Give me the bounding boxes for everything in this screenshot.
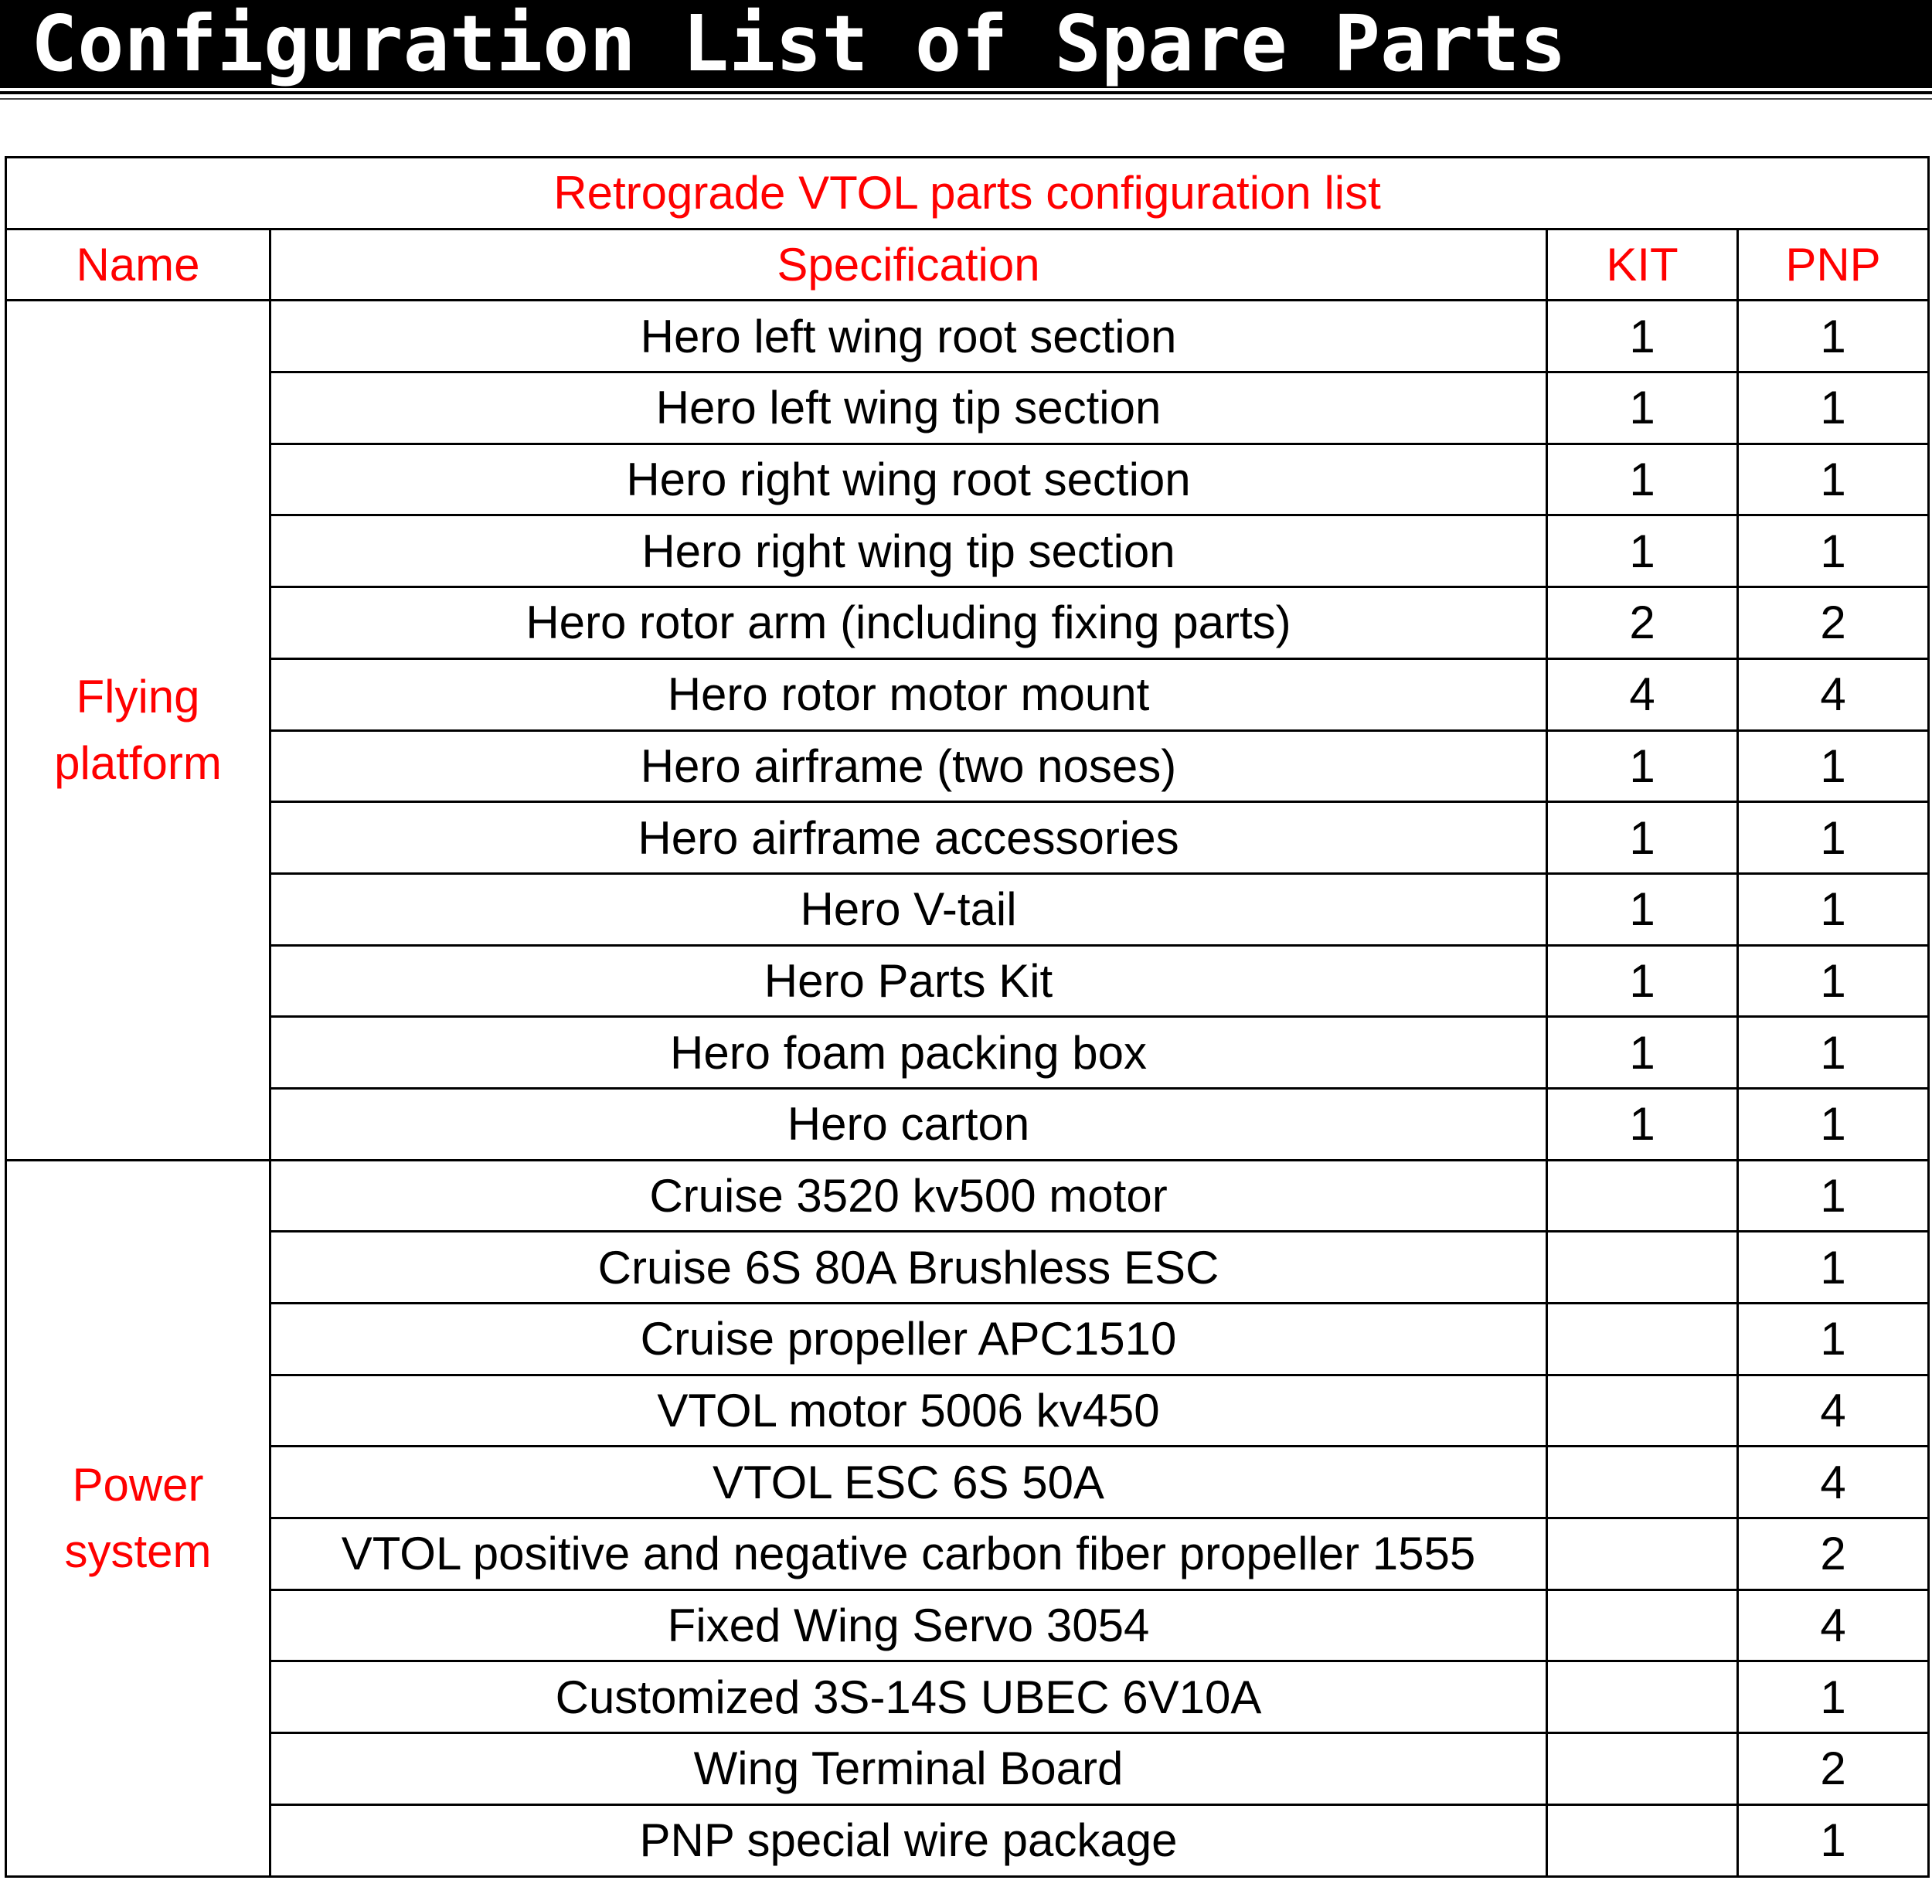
kit-quantity-cell: 1 [1547, 444, 1738, 515]
column-header-specification: Specification [270, 229, 1547, 301]
table-row [6, 1518, 1929, 1590]
title-divider-thin [0, 98, 1932, 100]
pnp-quantity-cell: 1 [1738, 1017, 1929, 1089]
kit-quantity-cell: 1 [1547, 301, 1738, 372]
table-row [6, 658, 1929, 730]
kit-quantity-cell: 1 [1547, 945, 1738, 1017]
table-row [6, 1661, 1929, 1733]
specification-cell: PNP special wire package [270, 1804, 1547, 1876]
pnp-quantity-cell: 4 [1738, 1375, 1929, 1447]
table-row [6, 945, 1929, 1017]
table-row [6, 1447, 1929, 1518]
specification-cell: Hero airframe accessories [270, 802, 1547, 874]
group-name-cell [6, 1160, 270, 1876]
page-title-banner: Configuration List of Spare Parts [0, 0, 1932, 88]
group-name-cell [6, 301, 270, 1160]
specification-cell: Cruise propeller APC1510 [270, 1304, 1547, 1375]
pnp-quantity-cell: 1 [1738, 802, 1929, 874]
table-row [6, 515, 1929, 587]
table-row [6, 1733, 1929, 1805]
parts-configuration-table [5, 156, 1930, 1878]
table-row [6, 1160, 1929, 1232]
table-row [6, 587, 1929, 659]
title-divider [0, 91, 1932, 94]
pnp-quantity-cell: 1 [1738, 873, 1929, 945]
specification-cell: Hero V-tail [270, 873, 1547, 945]
table-row [6, 444, 1929, 515]
table-row [6, 802, 1929, 874]
table-header-row [6, 229, 1929, 301]
specification-cell: Hero carton [270, 1088, 1547, 1160]
pnp-quantity-cell: 2 [1738, 1733, 1929, 1805]
table-row [6, 372, 1929, 444]
column-header-kit: KIT [1547, 229, 1738, 301]
pnp-quantity-cell: 2 [1738, 1518, 1929, 1590]
specification-cell: VTOL ESC 6S 50A [270, 1447, 1547, 1518]
specification-cell: VTOL positive and negative carbon fiber propeller 1555 [270, 1518, 1547, 1590]
group-name-line: system [64, 1525, 212, 1577]
kit-quantity-cell [1547, 1232, 1738, 1304]
pnp-quantity-cell: 4 [1738, 1590, 1929, 1661]
kit-quantity-cell [1547, 1447, 1738, 1518]
pnp-quantity-cell: 1 [1738, 301, 1929, 372]
specification-cell: Hero left wing root section [270, 301, 1547, 372]
table-row [6, 1017, 1929, 1089]
kit-quantity-cell: 1 [1547, 1017, 1738, 1089]
column-header-name: Name [6, 229, 270, 301]
specification-cell: Hero airframe (two noses) [270, 730, 1547, 802]
table-row [6, 1232, 1929, 1304]
pnp-quantity-cell: 1 [1738, 444, 1929, 515]
kit-quantity-cell [1547, 1590, 1738, 1661]
pnp-quantity-cell: 1 [1738, 1232, 1929, 1304]
kit-quantity-cell [1547, 1804, 1738, 1876]
pnp-quantity-cell: 1 [1738, 1304, 1929, 1375]
table-row [6, 873, 1929, 945]
column-header-pnp: PNP [1738, 229, 1929, 301]
pnp-quantity-cell: 4 [1738, 1447, 1929, 1518]
specification-cell: Hero left wing tip section [270, 372, 1547, 444]
specification-cell: Hero rotor motor mount [270, 658, 1547, 730]
kit-quantity-cell: 1 [1547, 515, 1738, 587]
group-name-line: platform [54, 737, 222, 789]
specification-cell: VTOL motor 5006 kv450 [270, 1375, 1547, 1447]
pnp-quantity-cell: 1 [1738, 945, 1929, 1017]
specification-cell: Hero rotor arm (including fixing parts) [270, 587, 1547, 659]
specification-cell: Hero right wing root section [270, 444, 1547, 515]
pnp-quantity-cell: 1 [1738, 1804, 1929, 1876]
pnp-quantity-cell: 4 [1738, 658, 1929, 730]
table-row [6, 1590, 1929, 1661]
table-row [6, 1304, 1929, 1375]
kit-quantity-cell: 1 [1547, 802, 1738, 874]
pnp-quantity-cell: 1 [1738, 515, 1929, 587]
kit-quantity-cell: 4 [1547, 658, 1738, 730]
specification-cell: Cruise 6S 80A Brushless ESC [270, 1232, 1547, 1304]
kit-quantity-cell [1547, 1160, 1738, 1232]
table-row [6, 1375, 1929, 1447]
specification-cell: Hero right wing tip section [270, 515, 1547, 587]
pnp-quantity-cell: 1 [1738, 372, 1929, 444]
table-row [6, 730, 1929, 802]
table-row [6, 301, 1929, 372]
pnp-quantity-cell: 1 [1738, 1661, 1929, 1733]
table-row [6, 1804, 1929, 1876]
pnp-quantity-cell: 2 [1738, 587, 1929, 659]
pnp-quantity-cell: 1 [1738, 730, 1929, 802]
pnp-quantity-cell: 1 [1738, 1160, 1929, 1232]
table-caption: Retrograde VTOL parts configuration list [6, 158, 1929, 230]
kit-quantity-cell: 2 [1547, 587, 1738, 659]
specification-cell: Hero Parts Kit [270, 945, 1547, 1017]
kit-quantity-cell [1547, 1518, 1738, 1590]
kit-quantity-cell [1547, 1304, 1738, 1375]
table-row [6, 1088, 1929, 1160]
kit-quantity-cell [1547, 1375, 1738, 1447]
group-name-line: Flying [76, 671, 200, 722]
kit-quantity-cell [1547, 1661, 1738, 1733]
kit-quantity-cell: 1 [1547, 730, 1738, 802]
table-caption-row [6, 158, 1929, 230]
kit-quantity-cell: 1 [1547, 873, 1738, 945]
specification-cell: Wing Terminal Board [270, 1733, 1547, 1805]
specification-cell: Fixed Wing Servo 3054 [270, 1590, 1547, 1661]
pnp-quantity-cell: 1 [1738, 1088, 1929, 1160]
kit-quantity-cell [1547, 1733, 1738, 1805]
kit-quantity-cell: 1 [1547, 372, 1738, 444]
kit-quantity-cell: 1 [1547, 1088, 1738, 1160]
specification-cell: Customized 3S-14S UBEC 6V10A [270, 1661, 1547, 1733]
specification-cell: Cruise 3520 kv500 motor [270, 1160, 1547, 1232]
specification-cell: Hero foam packing box [270, 1017, 1547, 1089]
group-name-line: Power [72, 1458, 204, 1511]
